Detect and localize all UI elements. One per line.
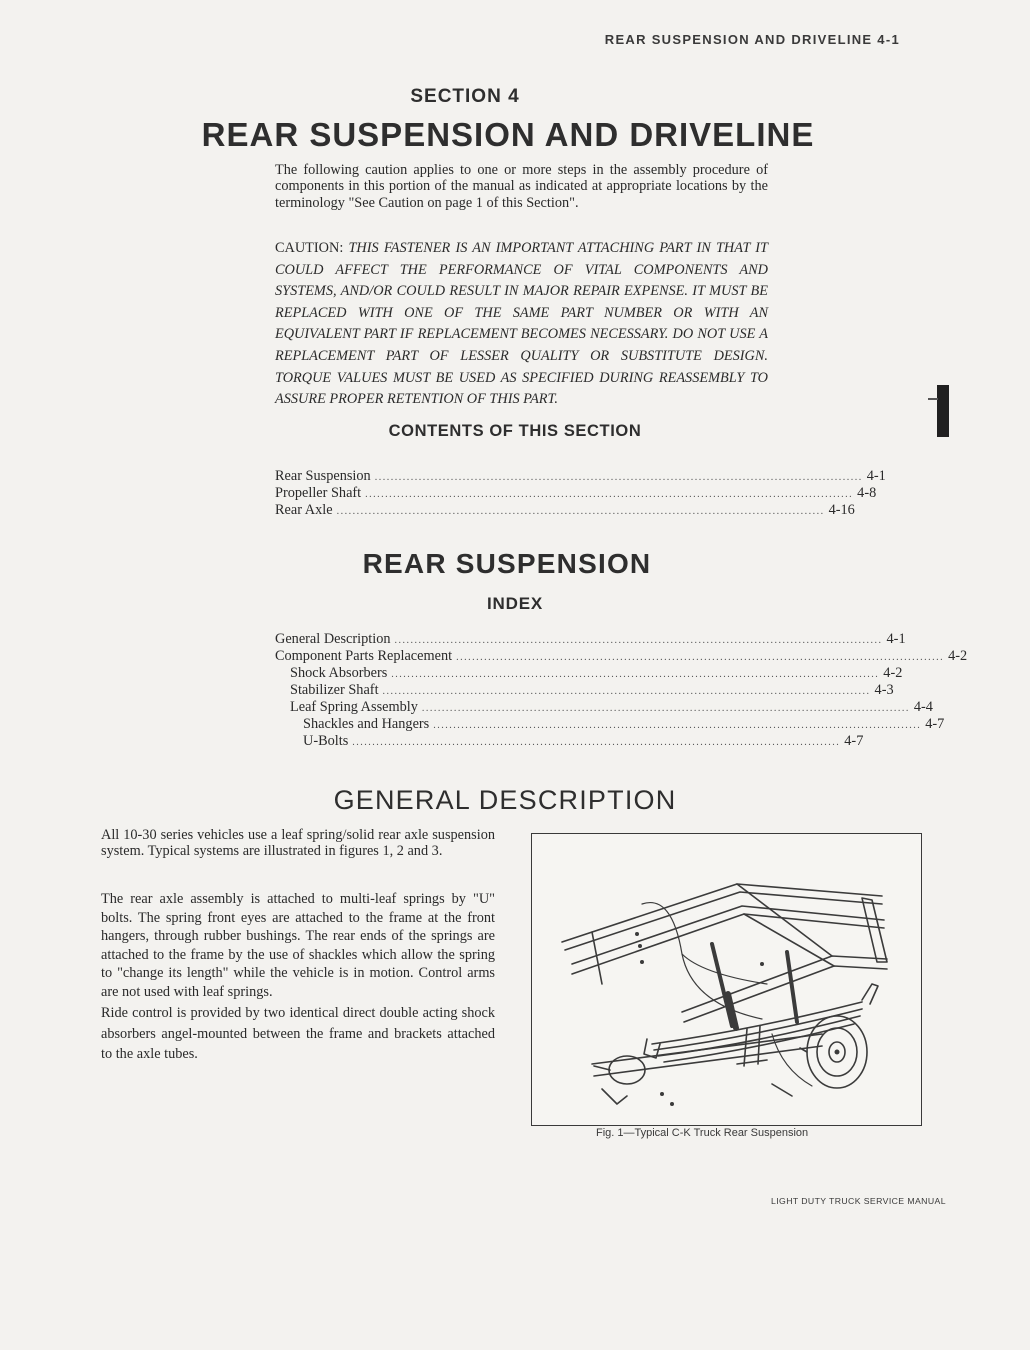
contents-item-page: 4-8	[857, 485, 877, 501]
dot-leader: ..........................................................................................................................	[421, 703, 910, 714]
caution-label: CAUTION:	[275, 240, 344, 256]
index-item[interactable]	[275, 733, 864, 750]
dot-leader: ..........................................................................................................................	[336, 506, 825, 517]
section-title: REAR SUSPENSION AND DRIVELINE	[201, 116, 815, 153]
dot-leader: ..........................................................................................................................	[433, 720, 922, 731]
index-item-page: 4-7	[844, 733, 864, 749]
rear-suspension-title: REAR SUSPENSION	[362, 548, 652, 579]
index-item[interactable]	[275, 665, 903, 682]
footer: LIGHT DUTY TRUCK SERVICE MANUAL	[771, 1196, 946, 1206]
description-paragraph: The rear axle assembly is attached to multi-leaf springs by "U" bolts. The spring front eyes are attached to the frame at the front hangers, through rubber bushings. The rear ends of the springs are attached to the frame by the use of shackles which allow the spring to "change its length" while the vehicle is in motion. Control arms are not used with leaf springs.	[101, 891, 495, 1000]
index-item-page: 4-2	[948, 648, 968, 664]
section-number: SECTION 4	[410, 86, 520, 107]
figure-caption: Fig. 1—Typical C-K Truck Rear Suspension	[596, 1127, 809, 1139]
contents-item-label: Rear Axle	[275, 502, 333, 518]
index-item-label: Leaf Spring Assembly	[290, 699, 418, 715]
index-item-page: 4-7	[925, 716, 945, 732]
index-item-label: Shackles and Hangers	[303, 716, 430, 732]
dot-leader: ..........................................................................................................................	[374, 472, 863, 483]
index-item-label: Shock Absorbers	[290, 665, 388, 681]
intro-paragraph: The following caution applies to one or more steps in the assembly procedure of components in this portion of the manual as indicated at appropriate locations by the terminology "See Caution on page 1 of this Section".	[275, 162, 768, 211]
index-heading: INDEX	[487, 594, 543, 613]
figure-illustration	[531, 833, 922, 1126]
running-head: REAR SUSPENSION AND DRIVELINE 4-1	[604, 32, 900, 47]
dot-leader: ..........................................................................................................................	[352, 737, 841, 748]
contents-item[interactable]	[275, 485, 877, 502]
index-item-label: Component Parts Replacement	[275, 648, 453, 664]
margin-tab-marker	[937, 385, 949, 437]
contents-item-page: 4-16	[828, 502, 855, 518]
index-item-label: General Description	[275, 631, 391, 647]
index-item-page: 4-1	[886, 631, 906, 647]
contents-item-label: Rear Suspension	[275, 468, 371, 484]
index-item-label: Stabilizer Shaft	[290, 682, 379, 698]
contents-heading: CONTENTS OF THIS SECTION	[388, 422, 642, 440]
caution-text: THIS FASTENER IS AN IMPORTANT ATTACHING PART IN THAT IT COULD AFFECT THE PERFORMANCE OF VITAL COMPONENTS AND SYSTEMS, AND/OR COULD RESULT IN MAJOR REPAIR EXPENSE. IT MUST BE REPLACED WITH ONE OF THE SAME PART NUMBER OR WITH AN EQUIVALENT PART IF REPLACEMENT BECOMES NECESSARY. DO NOT USE A REPLACEMENT PART OF LESSER QUALITY OR SUBSTITUTE DESIGN. TORQUE VALUES MUST BE USED AS SPECIFIED DURING REASSEMBLY TO ASSURE PROPER RETENTION OF THIS PART.	[275, 240, 769, 408]
contents-item-page: 4-1	[866, 468, 886, 484]
dot-leader: ..........................................................................................................................	[391, 669, 880, 680]
dot-leader: ..........................................................................................................................	[382, 686, 871, 697]
margin-tick-mark	[928, 398, 938, 400]
general-description-title: GENERAL DESCRIPTION	[333, 785, 677, 815]
index-item[interactable]	[275, 631, 906, 648]
index-list	[275, 631, 968, 750]
index-item[interactable]	[275, 648, 968, 665]
caution-paragraph	[275, 238, 768, 411]
index-item-page: 4-2	[883, 665, 903, 681]
description-paragraph: Ride control is provided by two identical direct double acting shock absorbers angel-mounted between the frame and brackets attached to the axle tubes.	[101, 1005, 495, 1062]
rear-suspension-drawing	[532, 834, 921, 1125]
index-item-page: 4-3	[874, 682, 894, 698]
index-item[interactable]	[275, 716, 945, 733]
index-item-page: 4-4	[913, 699, 933, 715]
dot-leader: ..........................................................................................................................	[394, 635, 883, 646]
dot-leader: ..........................................................................................................................	[365, 489, 854, 500]
contents-item[interactable]	[275, 502, 855, 519]
contents-list	[275, 468, 886, 519]
index-item[interactable]	[275, 682, 894, 699]
contents-item-label: Propeller Shaft	[275, 485, 362, 501]
index-item[interactable]	[275, 699, 933, 716]
contents-item[interactable]	[275, 468, 886, 485]
index-item-label: U-Bolts	[303, 733, 349, 749]
dot-leader: ..........................................................................................................................	[456, 652, 945, 663]
description-paragraph: All 10-30 series vehicles use a leaf spring/solid rear axle suspension system. Typical systems are illustrated in figures 1, 2 and 3.	[101, 827, 495, 859]
